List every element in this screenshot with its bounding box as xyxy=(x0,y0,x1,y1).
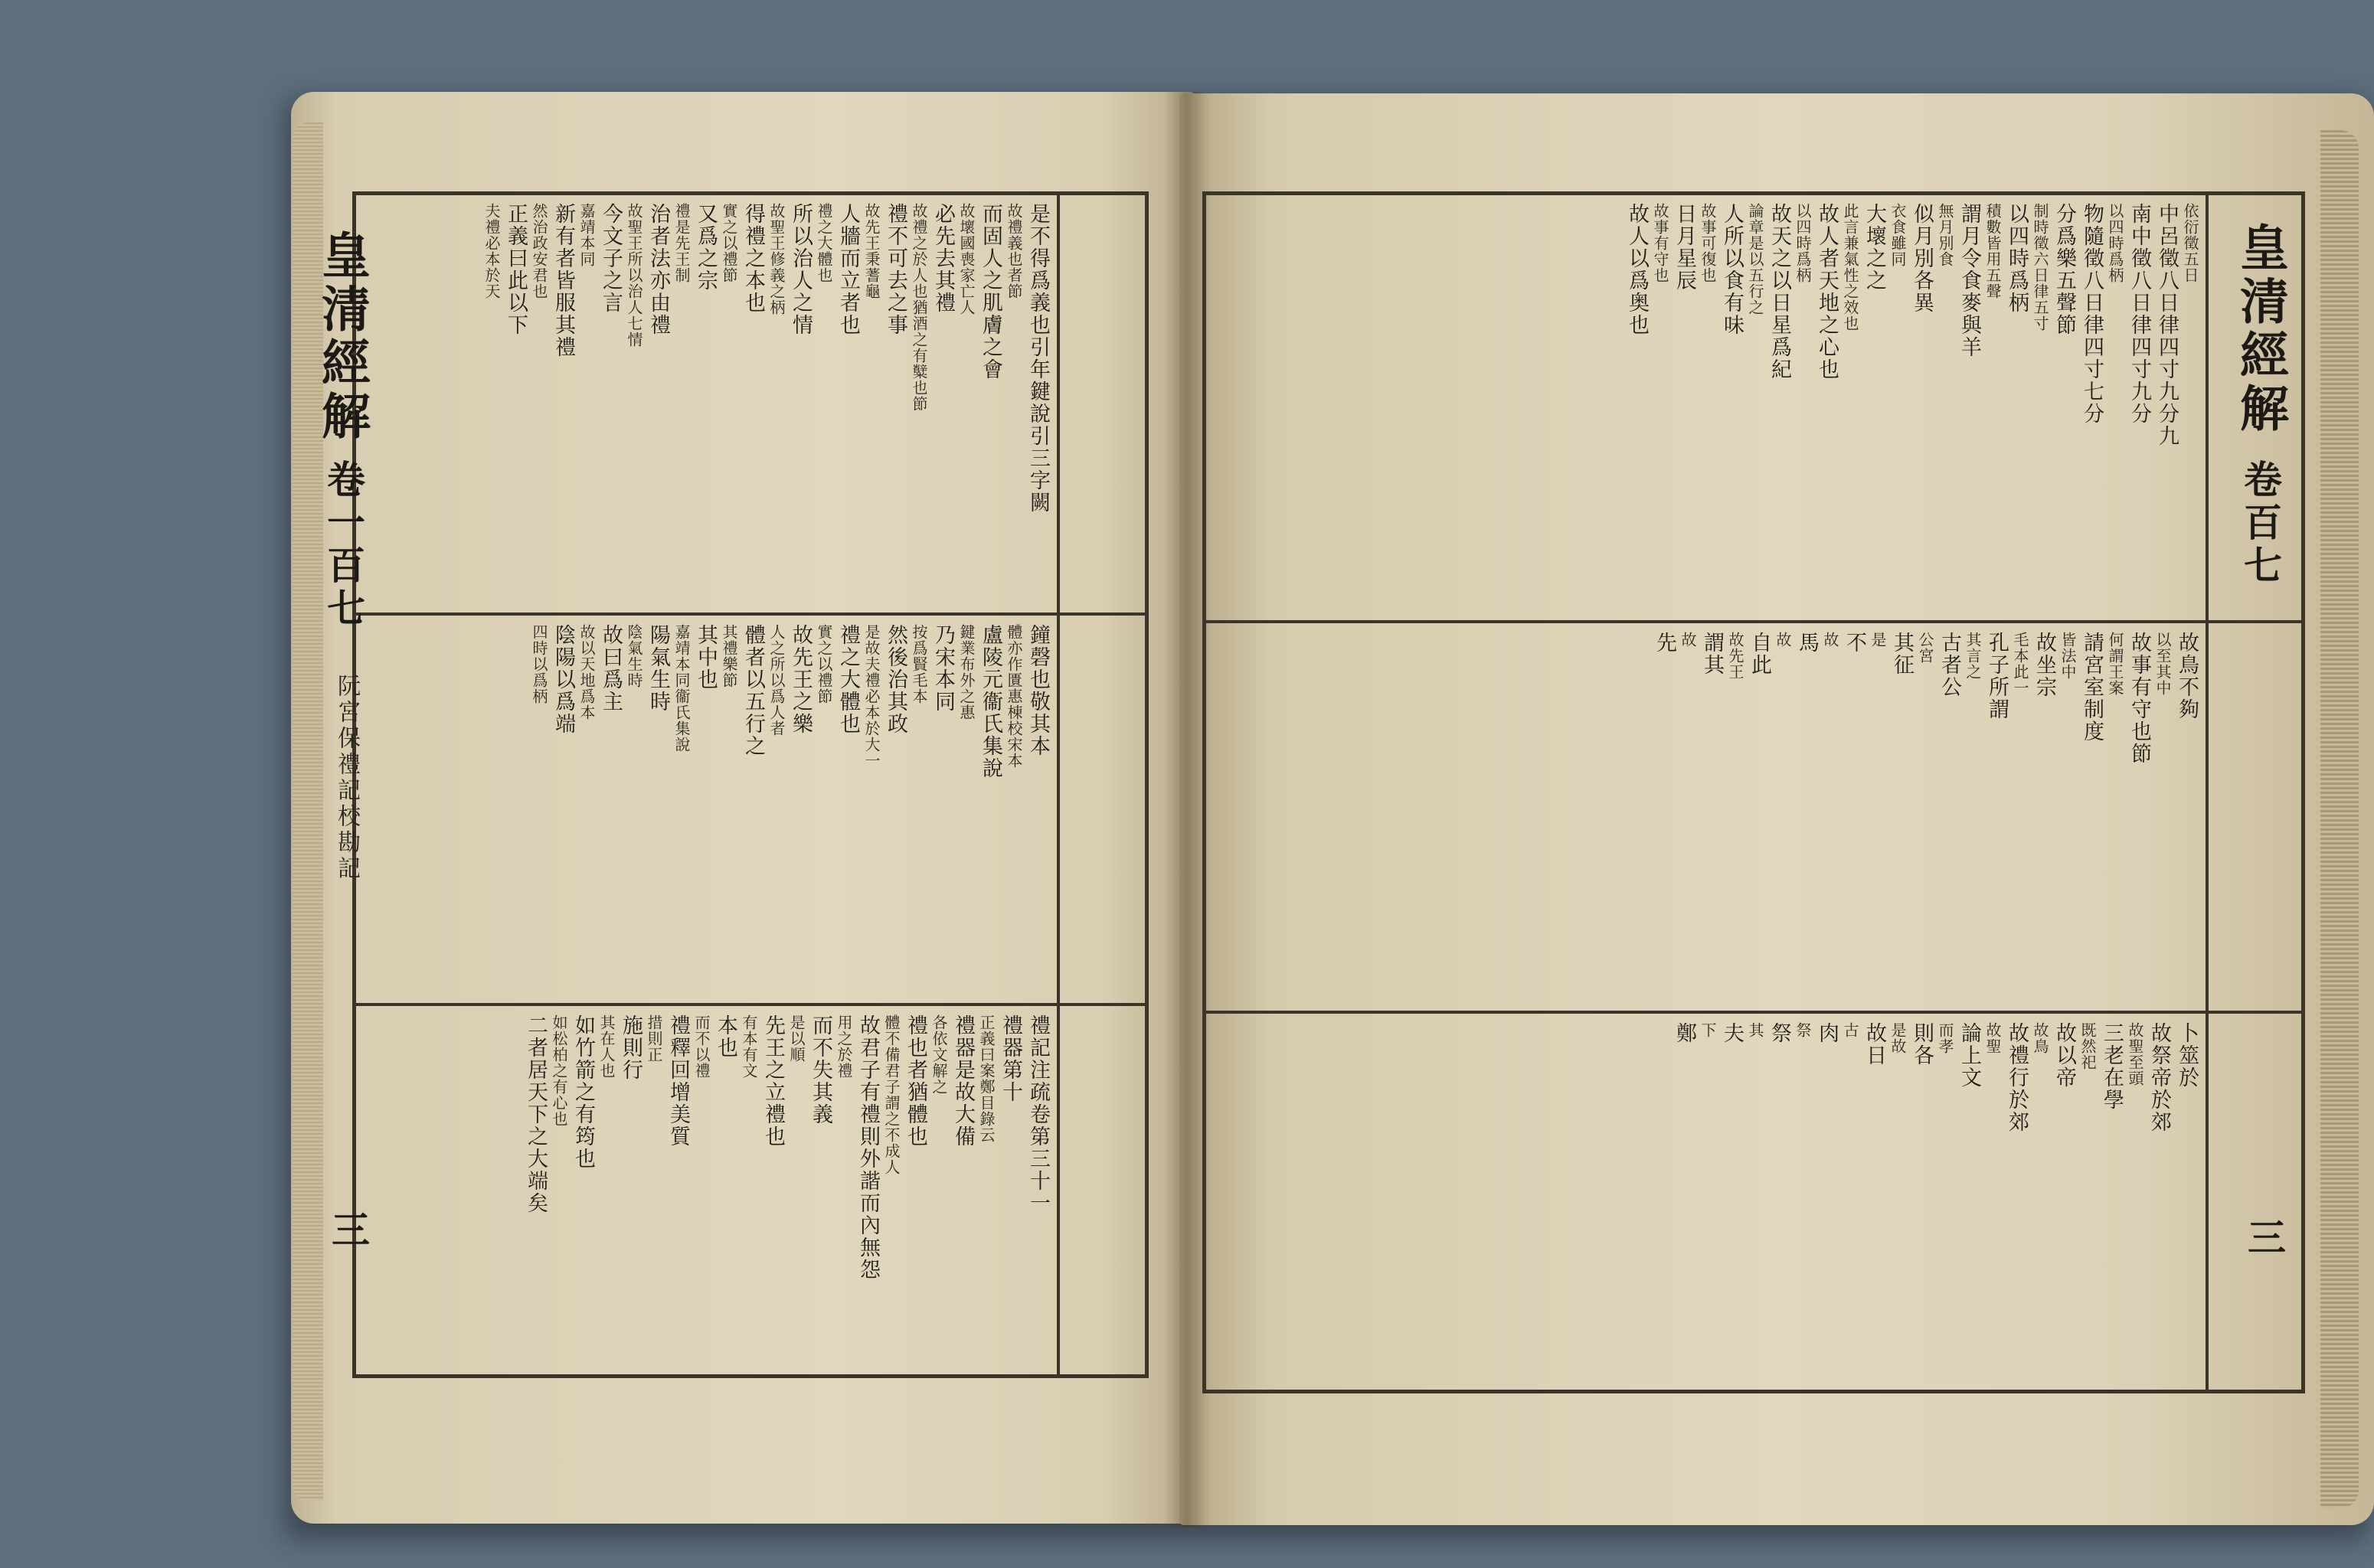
text-column: 體亦作匱惠棟校宋本 xyxy=(1005,624,1023,769)
text-column: 謂其 xyxy=(1700,632,1724,676)
right-volume-label: 卷百七 xyxy=(2238,459,2283,588)
text-column: 衣食雖同 xyxy=(1888,203,1907,267)
text-column: 正義曰此以下 xyxy=(504,203,528,336)
text-column: 故壞國喪家亡人 xyxy=(957,203,976,315)
text-column: 禮器第十 xyxy=(999,1014,1022,1103)
text-column: 馬 xyxy=(1795,632,1819,654)
text-column: 新有者皆服其禮 xyxy=(551,203,575,358)
left-band-bottom xyxy=(368,1014,1049,1363)
text-column: 南中徵八日律四寸九分 xyxy=(2127,203,2151,425)
left-band-top xyxy=(368,203,1049,609)
text-column: 體不備君子謂之不成人 xyxy=(882,1014,901,1175)
right-band-divider-2 xyxy=(1202,1011,2301,1014)
text-column: 謂月令食麥與羊 xyxy=(1957,203,1981,358)
text-column: 夫禮必本於天 xyxy=(482,203,501,299)
text-column: 禮之大體也 xyxy=(815,203,833,283)
text-column: 故聖王所以治人七情 xyxy=(625,203,643,348)
text-column: 故君子有禮則外諧而內無怨 xyxy=(856,1014,880,1281)
text-column: 故以天地爲本 xyxy=(577,624,596,720)
text-column: 鐘磬也敬其本 xyxy=(1026,624,1050,757)
text-column: 而固人之肌膚之會 xyxy=(979,203,1002,381)
text-column: 中呂徵八日律四寸九分九 xyxy=(2155,203,2179,447)
text-column: 而不失其義 xyxy=(809,1014,832,1125)
text-column: 又爲之宗 xyxy=(694,203,718,292)
right-band-bottom xyxy=(1218,1022,2198,1378)
text-column: 制時徵六日律五寸 xyxy=(2031,203,2049,332)
text-column: 然後治其政 xyxy=(884,624,907,735)
text-column: 人之所以爲人者 xyxy=(767,624,786,737)
text-column: 日月星辰 xyxy=(1673,203,1696,292)
text-column: 得禮之本也 xyxy=(741,203,765,314)
text-column: 體者以五行之 xyxy=(741,624,765,757)
text-column: 陰陽以爲端 xyxy=(551,624,575,735)
text-column: 禮器是故大備 xyxy=(951,1014,975,1148)
text-column: 人牆而立者也 xyxy=(836,203,860,336)
text-column: 何謂王案 xyxy=(2106,632,2124,696)
text-column: 嘉靖本同衞氏集說 xyxy=(672,624,691,753)
text-column: 而不以禮 xyxy=(692,1014,711,1079)
text-column: 禮不可去之事 xyxy=(884,203,907,336)
text-column: 鄭 xyxy=(1673,1022,1696,1044)
text-column: 故聖王修義之柄 xyxy=(767,203,786,315)
text-column: 論上文 xyxy=(1957,1022,1981,1089)
right-margin-rule xyxy=(2206,191,2209,1390)
text-column: 似月別各異 xyxy=(1910,203,1934,314)
text-column: 故禮義也者節 xyxy=(1005,203,1023,299)
text-column: 是 xyxy=(1869,632,1887,648)
text-column: 故聖至頭 xyxy=(2126,1022,2144,1086)
text-column: 皆法中 xyxy=(2058,632,2077,680)
text-column: 故禮行於郊 xyxy=(2005,1022,2029,1133)
right-band-divider-1 xyxy=(1202,620,2301,623)
text-column: 則各 xyxy=(1910,1022,1934,1067)
right-band-top xyxy=(1218,203,2198,616)
text-column: 陰氣生時 xyxy=(625,624,643,688)
text-column: 故日 xyxy=(1862,1022,1886,1067)
text-column: 其在人也 xyxy=(597,1014,616,1079)
text-column: 積數皆用五聲 xyxy=(1983,203,2002,299)
text-column: 是故 xyxy=(1888,1022,1907,1054)
text-column: 公宮 xyxy=(1916,632,1934,664)
text-column: 如松柏之有心也 xyxy=(550,1014,568,1127)
text-column: 故 xyxy=(1679,632,1697,648)
text-column: 禮釋回增美質 xyxy=(666,1014,690,1148)
text-column: 夫 xyxy=(1720,1022,1744,1044)
text-column: 無月別食 xyxy=(1936,203,1954,267)
text-column: 祭 xyxy=(1794,1022,1812,1038)
text-column: 二者居天下之大端矣 xyxy=(524,1014,548,1214)
text-column: 先王之立禮也 xyxy=(761,1014,785,1148)
text-column: 先 xyxy=(1653,632,1676,654)
text-column: 分爲樂五聲節 xyxy=(2052,203,2076,336)
text-column: 施則行 xyxy=(619,1014,643,1081)
text-column: 嘉靖本同 xyxy=(577,203,596,267)
text-column: 治者法亦由禮 xyxy=(646,203,670,336)
text-column: 古者公 xyxy=(1937,632,1961,698)
text-column: 實之以禮節 xyxy=(815,624,833,704)
text-column: 必先去其禮 xyxy=(931,203,955,314)
text-column: 是不得爲義也引年鍵說引三字闕 xyxy=(1026,203,1050,514)
text-column: 故先王秉蓍龜 xyxy=(862,203,881,299)
text-column: 禮是先王制 xyxy=(672,203,691,283)
text-column: 有本有文 xyxy=(740,1014,758,1079)
right-band-middle xyxy=(1218,632,2198,1003)
left-volume-label: 卷一百七 xyxy=(321,459,366,631)
text-column: 禮記注疏卷第三十一 xyxy=(1026,1014,1050,1214)
text-column: 故 xyxy=(1821,632,1839,648)
text-column: 故事有守也 xyxy=(1651,203,1669,283)
right-margin-title: 皇清經解 xyxy=(2232,222,2289,436)
text-column: 三老在學 xyxy=(2100,1022,2124,1111)
text-column: 既然祀 xyxy=(2078,1022,2097,1070)
text-column: 人所以食有味 xyxy=(1720,203,1744,336)
text-column: 禮也者猶體也 xyxy=(904,1014,927,1148)
text-column: 是以順 xyxy=(787,1014,806,1063)
text-column: 本也 xyxy=(714,1014,737,1059)
text-column: 故天之以日星爲紀 xyxy=(1767,203,1791,381)
text-column: 此言兼氣性之效也 xyxy=(1841,203,1859,332)
text-column: 正義曰案鄭目錄云 xyxy=(977,1014,996,1143)
text-column: 故人者天地之心也 xyxy=(1815,203,1839,381)
text-column: 故以帝 xyxy=(2052,1022,2076,1089)
text-column: 盧陵元衞氏集說 xyxy=(979,624,1002,779)
text-column: 四時以爲柄 xyxy=(530,624,548,704)
text-column: 故事有守也節 xyxy=(2127,632,2151,765)
text-column: 下 xyxy=(1699,1022,1717,1038)
text-column: 自此 xyxy=(1748,632,1771,676)
text-column: 以四時爲柄 xyxy=(2106,203,2124,283)
text-column: 故 xyxy=(1774,632,1792,648)
text-column: 故曰爲主 xyxy=(599,624,623,713)
text-column: 故人以爲奥也 xyxy=(1625,203,1649,336)
text-column: 是故夫禮必本於大一 xyxy=(862,624,881,769)
text-column: 物隨徵八日律四寸七分 xyxy=(2080,203,2104,425)
text-column: 大壞之之 xyxy=(1862,203,1886,292)
text-column: 故祭帝於郊 xyxy=(2147,1022,2171,1133)
text-column: 其中也 xyxy=(694,624,718,691)
text-column: 以至其中 xyxy=(2153,632,2172,696)
text-column: 鍵業布外之惠 xyxy=(957,624,976,720)
text-column: 古 xyxy=(1841,1022,1859,1038)
text-column: 故聖 xyxy=(1983,1022,2002,1054)
text-column: 其言之 xyxy=(1964,632,1982,680)
text-column: 其征 xyxy=(1890,632,1914,676)
text-column: 孔子所謂 xyxy=(1985,632,2009,720)
text-column: 如竹箭之有筠也 xyxy=(571,1014,595,1170)
text-column: 請宮室制度 xyxy=(2080,632,2104,743)
text-column: 措則正 xyxy=(645,1014,663,1063)
left-margin-rule xyxy=(1057,191,1060,1374)
text-column: 故鳥不夠 xyxy=(2175,632,2199,720)
text-column: 而孝 xyxy=(1936,1022,1954,1054)
left-band-divider-1 xyxy=(352,612,1145,616)
text-column: 其 xyxy=(1746,1022,1764,1038)
text-column: 以四時爲柄 xyxy=(2005,203,2029,314)
left-band-middle xyxy=(368,624,1049,995)
text-column: 禮之大體也 xyxy=(836,624,860,735)
text-column: 今文子之言 xyxy=(599,203,623,314)
right-page-edges xyxy=(2320,130,2359,1508)
text-column: 肉 xyxy=(1815,1022,1839,1044)
text-column: 故禮之於人也猶酒之有糱也節 xyxy=(910,203,928,412)
text-column: 用之於禮 xyxy=(835,1014,853,1079)
text-column: 然治政安君也 xyxy=(530,203,548,299)
text-column: 故坐宗 xyxy=(2032,632,2056,698)
text-column: 論章是以五行之 xyxy=(1746,203,1764,315)
text-column: 實之以禮節 xyxy=(720,203,738,283)
text-column: 按爲賢毛本 xyxy=(910,624,928,704)
left-band-divider-2 xyxy=(352,1003,1145,1006)
text-column: 以四時爲柄 xyxy=(1794,203,1812,283)
text-column: 陽氣生時 xyxy=(646,624,670,713)
text-column: 依衍徵五日 xyxy=(2181,203,2199,283)
left-margin-title: 皇清經解 xyxy=(313,230,371,444)
text-column: 其禮樂節 xyxy=(720,624,738,688)
text-column: 所以治人之情 xyxy=(789,203,813,336)
text-column: 故鳥 xyxy=(2031,1022,2049,1054)
right-folio-number: 三 xyxy=(2242,1217,2287,1260)
text-column: 各依文解之 xyxy=(930,1014,948,1095)
text-column: 毛本此一 xyxy=(2011,632,2029,696)
text-column: 乃宋本同 xyxy=(931,624,955,713)
text-column: 卜筮於 xyxy=(2175,1022,2199,1089)
text-column: 不 xyxy=(1843,632,1866,654)
text-column: 故事可復也 xyxy=(1699,203,1717,283)
text-column: 故先王 xyxy=(1726,632,1745,680)
text-column: 祭 xyxy=(1767,1022,1791,1044)
left-folio-number: 三 xyxy=(325,1210,371,1253)
left-collator-note: 阮宮保禮記校勘記 xyxy=(333,674,360,882)
text-column: 故先王之樂 xyxy=(789,624,813,735)
